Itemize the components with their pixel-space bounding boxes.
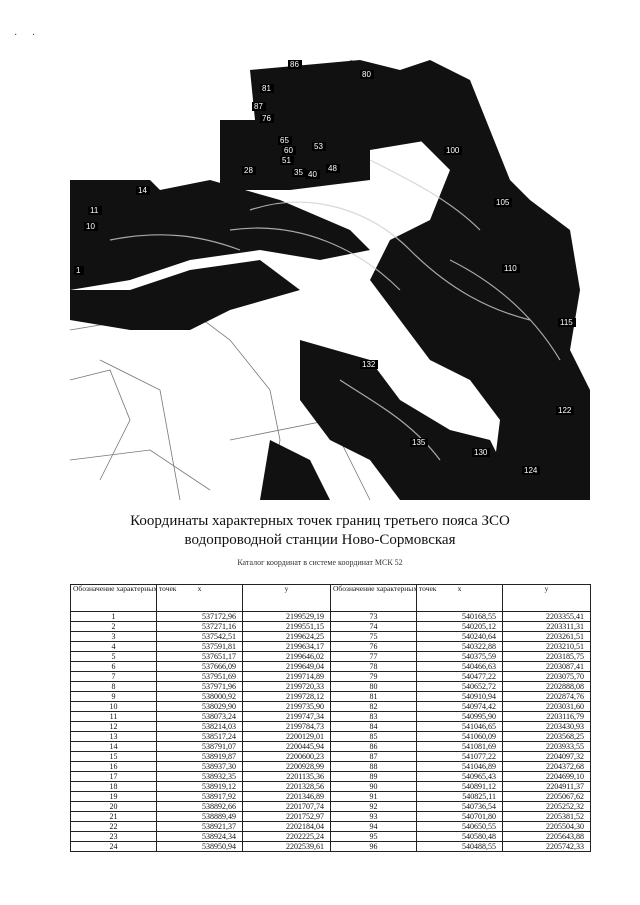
y-coord-cell: 2200129,01 bbox=[243, 732, 331, 742]
y-coord-cell: 2200928,99 bbox=[243, 762, 331, 772]
point-id-cell: 84 bbox=[331, 722, 417, 732]
point-id-cell: 12 bbox=[71, 722, 157, 732]
title-line-2: водопроводной станции Ново-Сормовская bbox=[184, 532, 456, 548]
point-id-cell: 9 bbox=[71, 692, 157, 702]
table-row bbox=[71, 682, 591, 692]
x-coord-cell: 538924,34 bbox=[157, 832, 243, 842]
zone-map bbox=[70, 60, 590, 500]
x-coord-cell: 541081,69 bbox=[417, 742, 503, 752]
y-coord-cell: 2199634,17 bbox=[243, 642, 331, 652]
x-coord-cell: 537542,51 bbox=[157, 632, 243, 642]
x-coord-cell: 538919,12 bbox=[157, 782, 243, 792]
point-id-cell: 1 bbox=[71, 612, 157, 622]
point-label: 1 bbox=[76, 266, 81, 275]
x-coord-cell: 538000,92 bbox=[157, 692, 243, 702]
table-row bbox=[71, 672, 591, 682]
x-coord-cell: 540974,42 bbox=[417, 702, 503, 712]
table-row bbox=[71, 732, 591, 742]
x-coord-cell: 538919,87 bbox=[157, 752, 243, 762]
x-coord-cell: 537666,09 bbox=[157, 662, 243, 672]
x-coord-cell: 541046,89 bbox=[417, 762, 503, 772]
point-id-cell: 96 bbox=[331, 842, 417, 852]
y-coord-cell: 2202184,04 bbox=[243, 822, 331, 832]
y-coord-cell: 2199735,90 bbox=[243, 702, 331, 712]
x-coord-cell: 537651,17 bbox=[157, 652, 243, 662]
point-id-cell: 17 bbox=[71, 772, 157, 782]
point-label: 35 bbox=[294, 168, 303, 177]
x-coord-cell: 540652,72 bbox=[417, 682, 503, 692]
point-id-cell: 14 bbox=[71, 742, 157, 752]
table-row bbox=[71, 652, 591, 662]
table-row bbox=[71, 772, 591, 782]
table-body bbox=[71, 612, 591, 852]
y-coord-cell: 2199720,33 bbox=[243, 682, 331, 692]
x-coord-cell: 540477,22 bbox=[417, 672, 503, 682]
x-coord-cell: 537971,96 bbox=[157, 682, 243, 692]
point-id-cell: 79 bbox=[331, 672, 417, 682]
x-coord-cell: 538889,49 bbox=[157, 812, 243, 822]
y-coord-cell: 2204699,10 bbox=[503, 772, 591, 782]
x-coord-cell: 538917,92 bbox=[157, 792, 243, 802]
x-coord-cell: 540168,55 bbox=[417, 612, 503, 622]
point-id-cell: 74 bbox=[331, 622, 417, 632]
point-label: 86 bbox=[290, 60, 299, 69]
document-title bbox=[0, 512, 640, 550]
table-row bbox=[71, 622, 591, 632]
table-row bbox=[71, 802, 591, 812]
point-id-cell: 81 bbox=[331, 692, 417, 702]
point-id-cell: 6 bbox=[71, 662, 157, 672]
point-id-cell: 7 bbox=[71, 672, 157, 682]
x-coord-cell: 537172,96 bbox=[157, 612, 243, 622]
point-id-cell: 24 bbox=[71, 842, 157, 852]
table-row bbox=[71, 762, 591, 772]
point-id-cell: 18 bbox=[71, 782, 157, 792]
point-id-cell: 13 bbox=[71, 732, 157, 742]
point-label: 14 bbox=[138, 186, 147, 195]
table-row bbox=[71, 742, 591, 752]
scan-corner-marks: · · bbox=[14, 30, 42, 41]
point-id-cell: 93 bbox=[331, 812, 417, 822]
table-row bbox=[71, 782, 591, 792]
point-label: 53 bbox=[314, 142, 323, 151]
y-coord-cell: 2199784,73 bbox=[243, 722, 331, 732]
x-coord-cell: 538791,07 bbox=[157, 742, 243, 752]
table-row bbox=[71, 842, 591, 852]
y-coord-cell: 2203311,31 bbox=[503, 622, 591, 632]
point-id-cell: 94 bbox=[331, 822, 417, 832]
point-id-cell: 11 bbox=[71, 712, 157, 722]
y-coord-cell: 2199624,25 bbox=[243, 632, 331, 642]
point-label: 76 bbox=[262, 114, 271, 123]
y-coord-cell: 2203933,55 bbox=[503, 742, 591, 752]
table-row bbox=[71, 812, 591, 822]
x-coord-cell: 540322,88 bbox=[417, 642, 503, 652]
point-id-cell: 10 bbox=[71, 702, 157, 712]
x-coord-cell: 540205,12 bbox=[417, 622, 503, 632]
table-row bbox=[71, 612, 591, 622]
y-coord-cell: 2203185,75 bbox=[503, 652, 591, 662]
point-id-cell: 4 bbox=[71, 642, 157, 652]
y-coord-cell: 2199649,04 bbox=[243, 662, 331, 672]
point-label: 11 bbox=[90, 206, 99, 215]
x-coord-cell: 540910,94 bbox=[417, 692, 503, 702]
point-id-cell: 82 bbox=[331, 702, 417, 712]
table-row bbox=[71, 702, 591, 712]
point-label: 115 bbox=[560, 318, 573, 327]
x-coord-cell: 540240,64 bbox=[417, 632, 503, 642]
point-id-cell: 73 bbox=[331, 612, 417, 622]
y-coord-cell: 2199747,34 bbox=[243, 712, 331, 722]
table-row bbox=[71, 642, 591, 652]
point-label: 65 bbox=[280, 136, 289, 145]
x-coord-cell: 538073,24 bbox=[157, 712, 243, 722]
y-coord-cell: 2199728,12 bbox=[243, 692, 331, 702]
x-coord-cell: 538029,90 bbox=[157, 702, 243, 712]
point-label: 110 bbox=[504, 264, 517, 273]
point-label: 81 bbox=[262, 84, 271, 93]
y-coord-cell: 2203210,51 bbox=[503, 642, 591, 652]
y-coord-cell: 2202539,61 bbox=[243, 842, 331, 852]
point-id-cell: 91 bbox=[331, 792, 417, 802]
point-label: 105 bbox=[496, 198, 510, 207]
point-id-cell: 75 bbox=[331, 632, 417, 642]
column-header-x: x bbox=[417, 585, 503, 612]
y-coord-cell: 2201135,36 bbox=[243, 772, 331, 782]
x-coord-cell: 540965,43 bbox=[417, 772, 503, 782]
table-row bbox=[71, 632, 591, 642]
point-label: 80 bbox=[362, 70, 371, 79]
y-coord-cell: 2201752,97 bbox=[243, 812, 331, 822]
x-coord-cell: 537951,69 bbox=[157, 672, 243, 682]
y-coord-cell: 2205643,88 bbox=[503, 832, 591, 842]
y-coord-cell: 2202874,76 bbox=[503, 692, 591, 702]
y-coord-cell: 2203087,41 bbox=[503, 662, 591, 672]
point-label: 10 bbox=[86, 222, 95, 231]
point-id-cell: 80 bbox=[331, 682, 417, 692]
x-coord-cell: 541060,09 bbox=[417, 732, 503, 742]
y-coord-cell: 2203116,79 bbox=[503, 712, 591, 722]
x-coord-cell: 540995,90 bbox=[417, 712, 503, 722]
x-coord-cell: 538892,66 bbox=[157, 802, 243, 812]
point-id-cell: 8 bbox=[71, 682, 157, 692]
point-id-cell: 78 bbox=[331, 662, 417, 672]
x-coord-cell: 540375,59 bbox=[417, 652, 503, 662]
point-id-cell: 88 bbox=[331, 762, 417, 772]
point-label: 87 bbox=[254, 102, 263, 111]
point-id-cell: 19 bbox=[71, 792, 157, 802]
point-id-cell: 3 bbox=[71, 632, 157, 642]
y-coord-cell: 2203075,70 bbox=[503, 672, 591, 682]
x-coord-cell: 538921,37 bbox=[157, 822, 243, 832]
y-coord-cell: 2199714,89 bbox=[243, 672, 331, 682]
point-id-cell: 22 bbox=[71, 822, 157, 832]
table-row bbox=[71, 662, 591, 672]
point-id-cell: 2 bbox=[71, 622, 157, 632]
y-coord-cell: 2205381,52 bbox=[503, 812, 591, 822]
table-row bbox=[71, 722, 591, 732]
table-row bbox=[71, 822, 591, 832]
x-coord-cell: 540736,54 bbox=[417, 802, 503, 812]
point-id-cell: 86 bbox=[331, 742, 417, 752]
point-id-cell: 87 bbox=[331, 752, 417, 762]
coordinates-table bbox=[70, 584, 591, 852]
y-coord-cell: 2204097,32 bbox=[503, 752, 591, 762]
y-coord-cell: 2205067,62 bbox=[503, 792, 591, 802]
y-coord-cell: 2200445,94 bbox=[243, 742, 331, 752]
point-label: 122 bbox=[558, 406, 572, 415]
x-coord-cell: 537591,81 bbox=[157, 642, 243, 652]
x-coord-cell: 540488,55 bbox=[417, 842, 503, 852]
y-coord-cell: 2199646,02 bbox=[243, 652, 331, 662]
x-coord-cell: 538932,35 bbox=[157, 772, 243, 782]
y-coord-cell: 2204911,37 bbox=[503, 782, 591, 792]
y-coord-cell: 2202225,24 bbox=[243, 832, 331, 842]
point-id-cell: 92 bbox=[331, 802, 417, 812]
column-header-y: y bbox=[503, 585, 591, 612]
x-coord-cell: 540825,11 bbox=[417, 792, 503, 802]
x-coord-cell: 540650,55 bbox=[417, 822, 503, 832]
y-coord-cell: 2202888,08 bbox=[503, 682, 591, 692]
y-coord-cell: 2203568,25 bbox=[503, 732, 591, 742]
x-coord-cell: 540701,80 bbox=[417, 812, 503, 822]
point-label: 135 bbox=[412, 438, 426, 447]
point-id-cell: 85 bbox=[331, 732, 417, 742]
y-coord-cell: 2201707,74 bbox=[243, 802, 331, 812]
table-row bbox=[71, 792, 591, 802]
table-header-row bbox=[71, 585, 591, 612]
x-coord-cell: 540466,63 bbox=[417, 662, 503, 672]
point-id-cell: 95 bbox=[331, 832, 417, 842]
point-id-cell: 15 bbox=[71, 752, 157, 762]
y-coord-cell: 2205252,32 bbox=[503, 802, 591, 812]
y-coord-cell: 2205742,33 bbox=[503, 842, 591, 852]
point-id-cell: 20 bbox=[71, 802, 157, 812]
column-header-point: Обозначение характерных точек bbox=[331, 585, 417, 612]
y-coord-cell: 2199529,19 bbox=[243, 612, 331, 622]
title-line-1: Координаты характерных точек границ третьего пояса ЗСО bbox=[130, 513, 510, 529]
point-id-cell: 90 bbox=[331, 782, 417, 792]
x-coord-cell: 540580,48 bbox=[417, 832, 503, 842]
column-header-x: x bbox=[157, 585, 243, 612]
point-id-cell: 77 bbox=[331, 652, 417, 662]
point-label: 130 bbox=[474, 448, 488, 457]
x-coord-cell: 538214,03 bbox=[157, 722, 243, 732]
x-coord-cell: 541077,22 bbox=[417, 752, 503, 762]
x-coord-cell: 538937,30 bbox=[157, 762, 243, 772]
catalog-subtitle: Каталог координат в системе координат МСК 52 bbox=[237, 558, 403, 567]
x-coord-cell: 537271,16 bbox=[157, 622, 243, 632]
table-row bbox=[71, 832, 591, 842]
x-coord-cell: 538950,94 bbox=[157, 842, 243, 852]
point-id-cell: 76 bbox=[331, 642, 417, 652]
point-label: 60 bbox=[284, 146, 293, 155]
y-coord-cell: 2203031,60 bbox=[503, 702, 591, 712]
y-coord-cell: 2203261,51 bbox=[503, 632, 591, 642]
point-id-cell: 16 bbox=[71, 762, 157, 772]
point-id-cell: 5 bbox=[71, 652, 157, 662]
y-coord-cell: 2204372,68 bbox=[503, 762, 591, 772]
column-header-point: Обозначение характерных точек bbox=[71, 585, 157, 612]
point-label: 124 bbox=[524, 466, 538, 475]
point-id-cell: 89 bbox=[331, 772, 417, 782]
point-label: 132 bbox=[362, 360, 376, 369]
point-label: 28 bbox=[244, 166, 253, 175]
x-coord-cell: 538517,24 bbox=[157, 732, 243, 742]
point-label: 48 bbox=[328, 164, 337, 173]
point-id-cell: 21 bbox=[71, 812, 157, 822]
table-row bbox=[71, 752, 591, 762]
map-image bbox=[70, 60, 590, 500]
point-label: 100 bbox=[446, 146, 460, 155]
x-coord-cell: 541046,65 bbox=[417, 722, 503, 732]
point-label: 40 bbox=[308, 170, 317, 179]
y-coord-cell: 2201328,56 bbox=[243, 782, 331, 792]
y-coord-cell: 2199551,15 bbox=[243, 622, 331, 632]
point-id-cell: 83 bbox=[331, 712, 417, 722]
y-coord-cell: 2203355,41 bbox=[503, 612, 591, 622]
x-coord-cell: 540891,12 bbox=[417, 782, 503, 792]
y-coord-cell: 2201346,89 bbox=[243, 792, 331, 802]
y-coord-cell: 2200600,23 bbox=[243, 752, 331, 762]
point-id-cell: 23 bbox=[71, 832, 157, 842]
table-row bbox=[71, 712, 591, 722]
table-row bbox=[71, 692, 591, 702]
y-coord-cell: 2203430,93 bbox=[503, 722, 591, 732]
column-header-y: y bbox=[243, 585, 331, 612]
point-label: 51 bbox=[282, 156, 291, 165]
y-coord-cell: 2205504,30 bbox=[503, 822, 591, 832]
